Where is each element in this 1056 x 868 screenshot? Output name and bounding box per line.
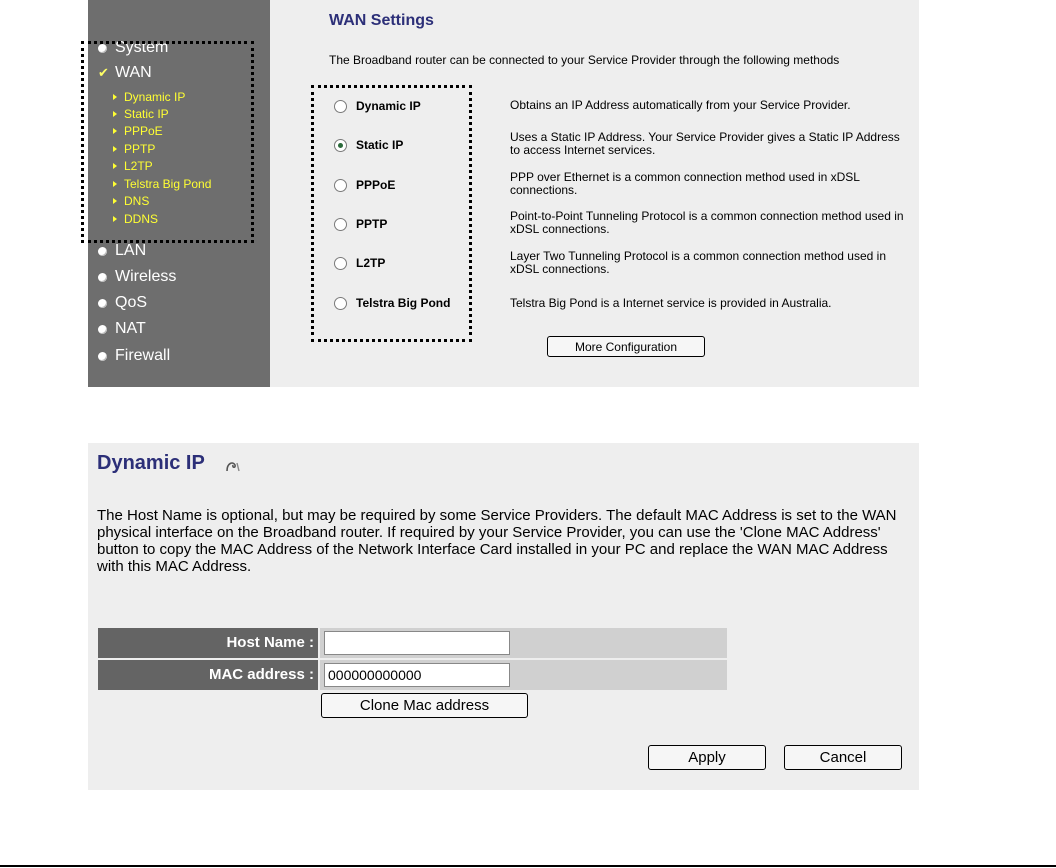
host-name-input[interactable]: [324, 631, 510, 655]
sidebar-subitem-label: DNS: [124, 194, 150, 208]
page-description: The Broadband router can be connected to your Service Provider through the following methods: [329, 53, 840, 67]
clone-mac-address-button[interactable]: Clone Mac address: [321, 693, 528, 718]
method-option-pppoe[interactable]: [334, 178, 395, 192]
sidebar-item-firewall[interactable]: [98, 347, 170, 365]
method-label: L2TP: [356, 256, 386, 270]
method-label: Static IP: [356, 138, 404, 152]
method-option-l2tp[interactable]: [334, 256, 385, 270]
help-icon[interactable]: [223, 457, 245, 475]
method-option-telstra-big-pond[interactable]: [334, 296, 450, 310]
bullet-icon: [98, 247, 107, 256]
section-description: The Host Name is optional, but may be required by some Service Providers. The default MAC Address is set to the WAN physical interface on the Broadband router. If required by your Service Provider, you can use the 'Clone MAC Address' button to copy the MAC Address of the Network Interface Card installed in your PC and replace the WAN MAC Address with this MAC Address.: [97, 507, 897, 575]
radio-button[interactable]: [334, 257, 347, 270]
sidebar-subitem-label: Static IP: [124, 107, 169, 121]
cancel-button[interactable]: Cancel: [784, 745, 902, 770]
sidebar-subitem-label: PPTP: [124, 142, 156, 156]
method-option-dynamic-ip[interactable]: [334, 99, 421, 113]
section-title: Dynamic IP: [97, 452, 205, 474]
radio-button-selected[interactable]: [334, 139, 347, 152]
radio-button[interactable]: [334, 179, 347, 192]
method-label: PPTP: [356, 217, 388, 231]
host-name-cell: [320, 628, 727, 658]
bullet-icon: [98, 325, 107, 334]
sidebar-item-label: System: [115, 39, 169, 56]
radio-button[interactable]: [334, 297, 347, 310]
method-description: Telstra Big Pond is a Internet service is provided in Australia.: [510, 296, 832, 310]
method-description: PPP over Ethernet is a common connection method used in xDSL connections.: [510, 170, 860, 197]
sidebar-item-qos[interactable]: [98, 294, 147, 312]
method-description: Point-to-Point Tunneling Protocol is a common connection method used in xDSL connections.: [510, 209, 904, 236]
host-name-label: Host Name :: [98, 628, 318, 658]
sidebar-subitem-label: PPPoE: [124, 124, 163, 138]
wan-submenu-highlight-box: [81, 41, 254, 243]
mac-address-label: MAC address :: [98, 660, 318, 690]
radio-button[interactable]: [334, 218, 347, 231]
method-option-pptp[interactable]: [334, 217, 387, 231]
more-configuration-button[interactable]: More Configuration: [547, 336, 705, 357]
sidebar-item-label: WAN: [115, 64, 152, 81]
sidebar-subitem-label: L2TP: [124, 159, 153, 173]
sidebar-subitem-label: DDNS: [124, 212, 159, 226]
sidebar-item-label: LAN: [115, 242, 147, 259]
mac-address-cell: [320, 660, 727, 690]
sidebar-item-label: Firewall: [115, 347, 171, 364]
method-label: Telstra Big Pond: [356, 296, 451, 310]
method-description: Uses a Static IP Address. Your Service Provider gives a Static IP Address to access Internet services.: [510, 130, 900, 157]
dynamic-ip-panel: [88, 443, 919, 790]
host-name-row: [98, 628, 727, 658]
sidebar-item-lan[interactable]: [98, 242, 146, 260]
checkmark-icon: ✔: [98, 65, 109, 80]
bullet-icon: [98, 299, 107, 308]
mac-address-input[interactable]: [324, 663, 510, 687]
page-bottom-divider: [0, 865, 1056, 867]
method-option-static-ip[interactable]: [334, 138, 403, 152]
sidebar-item-label: Wireless: [115, 268, 177, 285]
mac-address-row: [98, 660, 727, 690]
page-title: WAN Settings: [329, 12, 434, 29]
sidebar-subitem-label: Dynamic IP: [124, 90, 186, 104]
method-label: Dynamic IP: [356, 99, 421, 113]
method-description: Obtains an IP Address automatically from your Service Provider.: [510, 98, 851, 112]
sidebar-item-label: NAT: [115, 320, 146, 337]
bullet-icon: [98, 273, 107, 282]
sidebar-subitem-label: Telstra Big Pond: [124, 177, 212, 191]
method-description: Layer Two Tunneling Protocol is a common connection method used in xDSL connections.: [510, 249, 886, 276]
sidebar-item-nat[interactable]: [98, 320, 146, 338]
bullet-icon: [98, 352, 107, 361]
sidebar-item-label: QoS: [115, 294, 148, 311]
method-label: PPPoE: [356, 178, 396, 192]
sidebar-item-wireless[interactable]: [98, 268, 176, 286]
apply-button[interactable]: Apply: [648, 745, 766, 770]
radio-button[interactable]: [334, 100, 347, 113]
